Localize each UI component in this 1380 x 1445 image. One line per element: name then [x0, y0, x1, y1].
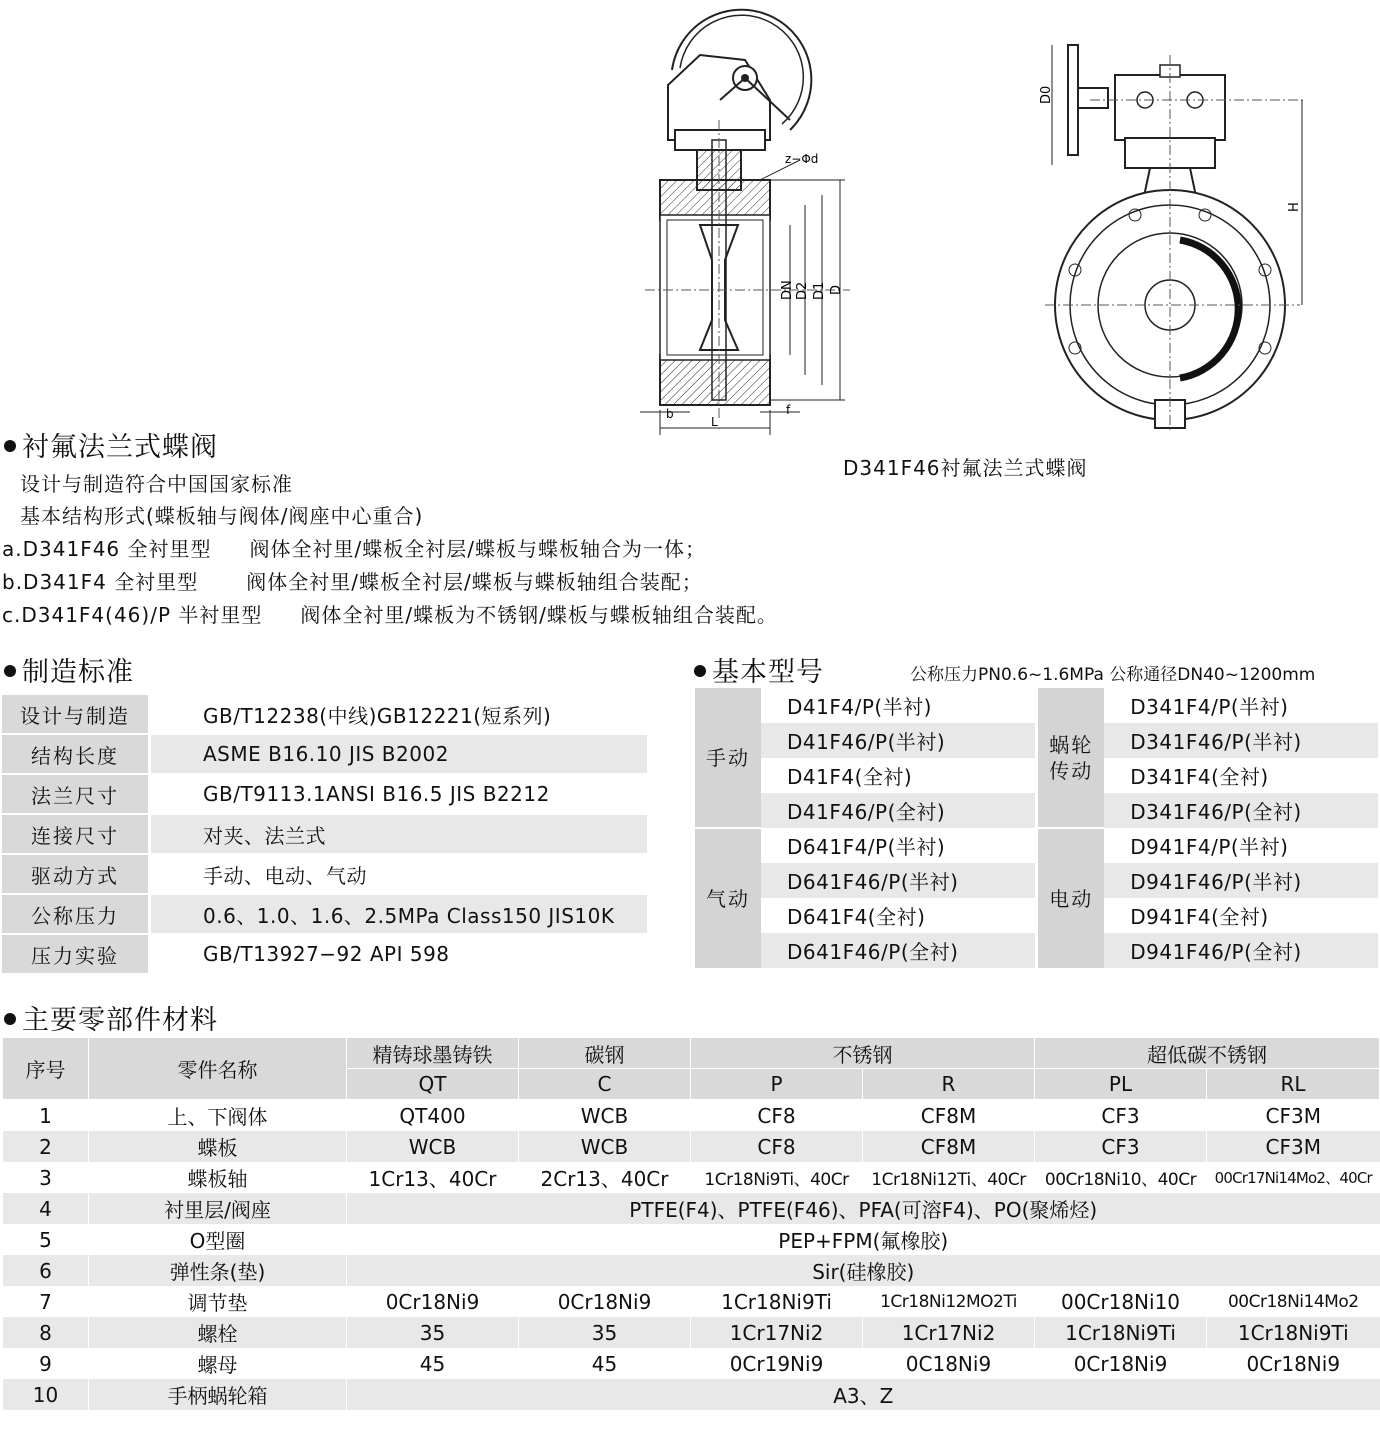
- header-code: C: [519, 1069, 691, 1100]
- model-cell: D41F4/P(半衬): [787, 695, 932, 719]
- material-cell: 0Cr18Ni9: [1207, 1348, 1380, 1379]
- model-cell: D941F4(全衬): [1130, 905, 1269, 929]
- material-cell: CF8: [691, 1100, 863, 1132]
- intro-title: 衬氟法兰式蝶阀: [4, 425, 218, 464]
- material-cell: 1Cr18Ni9Ti: [1207, 1317, 1380, 1348]
- material-cell: 1Cr18Ni9Ti: [1035, 1317, 1207, 1348]
- table-row: [695, 723, 1378, 758]
- type-line-a: a.D341F46 全衬里型 阀体全衬里/蝶板全衬层/蝶板与蝶板轴合为一体；: [2, 537, 706, 561]
- header-no: 序号: [3, 1038, 89, 1100]
- model-cell: D341F4/P(半衬): [1130, 695, 1289, 719]
- material-cell: 0Cr18Ni9: [347, 1286, 519, 1317]
- row-no: 10: [3, 1379, 89, 1410]
- models-table: [695, 688, 1378, 968]
- material-cell: WCB: [519, 1131, 691, 1162]
- standard-value: GB/T12238(中线)GB12221(短系列): [150, 695, 648, 734]
- standard-label: 连接尺寸: [2, 814, 150, 854]
- header-code: RL: [1207, 1069, 1380, 1100]
- table-row: [2, 734, 647, 774]
- material-cell: 45: [519, 1348, 691, 1379]
- table-row: [695, 933, 1378, 968]
- table-row: [695, 898, 1378, 933]
- valve-front-drawing: [1030, 20, 1350, 435]
- model-cell: D941F46/P(半衬): [1104, 863, 1378, 898]
- part-name: 蝶板轴: [89, 1162, 347, 1193]
- row-no: 6: [3, 1255, 89, 1286]
- standard-value: ASME B16.10 JIS B2002: [150, 734, 648, 774]
- table-row: [2, 854, 647, 894]
- material-cell: 0C18Ni9: [863, 1348, 1035, 1379]
- bullet-icon: [4, 440, 16, 452]
- material-cell: WCB: [347, 1131, 519, 1162]
- table-row: [2, 934, 647, 974]
- standard-value: 对夹、法兰式: [150, 814, 648, 854]
- model-cell: D941F4/P(半衬): [1130, 835, 1289, 859]
- row-no: 3: [3, 1162, 89, 1193]
- table-row: [3, 1348, 1380, 1379]
- header-group: 精铸球墨铸铁: [347, 1038, 519, 1069]
- drawing-caption: D341F46衬氟法兰式蝶阀: [843, 456, 1088, 480]
- materials-title: 主要零部件材料: [4, 998, 218, 1037]
- category-electric: 电动: [1037, 828, 1105, 968]
- header-code: P: [691, 1069, 863, 1100]
- material-cell: 00Cr18Ni10、40Cr: [1035, 1162, 1207, 1193]
- row-no: 2: [3, 1131, 89, 1162]
- material-cell: CF8M: [863, 1100, 1035, 1132]
- table-row: [3, 1162, 1380, 1193]
- header-code: R: [863, 1069, 1035, 1100]
- part-name: 上、下阀体: [89, 1100, 347, 1132]
- material-span-cell: PTFE(F4)、PTFE(F46)、PFA(可溶F4)、PO(聚烯烃): [347, 1193, 1380, 1224]
- part-name: 螺栓: [89, 1317, 347, 1348]
- table-row: [3, 1224, 1380, 1255]
- material-cell: 1Cr13、40Cr: [347, 1162, 519, 1193]
- material-span-cell: A3、Z: [347, 1379, 1380, 1410]
- table-row: [695, 828, 1378, 863]
- svg-text:f: f: [786, 403, 791, 417]
- standard-value: 0.6、1.0、1.6、2.5MPa Class150 JIS10K: [150, 894, 648, 934]
- model-cell: D641F4(全衬): [787, 905, 926, 929]
- material-cell: CF3: [1035, 1131, 1207, 1162]
- table-row: [695, 758, 1378, 793]
- svg-text:H: H: [1287, 202, 1302, 212]
- category-manual: 手动: [695, 688, 761, 828]
- material-cell: 1Cr17Ni2: [863, 1317, 1035, 1348]
- standard-label: 公称压力: [2, 894, 150, 934]
- material-cell: 1Cr18Ni9Ti、40Cr: [691, 1162, 863, 1193]
- svg-text:L: L: [711, 415, 718, 429]
- type-line-b: b.D341F4 全衬里型 阀体全衬里/蝶板全衬层/蝶板与蝶板轴组合装配；: [2, 570, 703, 594]
- standard-value: 手动、电动、气动: [150, 854, 648, 894]
- material-cell: 1Cr17Ni2: [691, 1317, 863, 1348]
- material-cell: CF8M: [863, 1131, 1035, 1162]
- material-cell: WCB: [519, 1100, 691, 1132]
- model-cell: D41F46/P(半衬): [761, 723, 1037, 758]
- material-cell: 1Cr18Ni9Ti: [691, 1286, 863, 1317]
- material-cell: 00Cr18Ni10: [1035, 1286, 1207, 1317]
- table-row: [3, 1379, 1380, 1410]
- material-cell: CF3: [1035, 1100, 1207, 1132]
- standard-value: GB/T13927−92 API 598: [150, 934, 648, 974]
- table-row: [3, 1286, 1380, 1317]
- header-code: PL: [1035, 1069, 1207, 1100]
- row-no: 9: [3, 1348, 89, 1379]
- header-code: QT: [347, 1069, 519, 1100]
- table-row: [2, 814, 647, 854]
- model-cell: D641F46/P(全衬): [761, 933, 1037, 968]
- header-name: 零件名称: [89, 1038, 347, 1100]
- part-name: 蝶板: [89, 1131, 347, 1162]
- material-cell: 2Cr13、40Cr: [519, 1162, 691, 1193]
- standard-label: 设计与制造: [2, 695, 150, 734]
- material-cell: 0Cr19Ni9: [691, 1348, 863, 1379]
- material-cell: CF8: [691, 1131, 863, 1162]
- bullet-icon: [694, 665, 706, 677]
- svg-text:DN: DN: [780, 280, 795, 300]
- type-line-c: c.D341F4(46)/P 半衬里型 阀体全衬里/蝶板为不锈钢/蝶板与蝶板轴组合装配。: [2, 603, 778, 627]
- model-cell: D341F46/P(全衬): [1104, 793, 1378, 828]
- model-cell: D941F46/P(全衬): [1104, 933, 1378, 968]
- row-no: 5: [3, 1224, 89, 1255]
- table-row: [3, 1100, 1380, 1132]
- svg-text:D1: D1: [812, 281, 827, 300]
- materials-table: [2, 1037, 1380, 1410]
- standard-label: 结构长度: [2, 734, 150, 774]
- material-cell: 45: [347, 1348, 519, 1379]
- standard-label: 驱动方式: [2, 854, 150, 894]
- bullet-icon: [4, 1013, 16, 1025]
- row-no: 7: [3, 1286, 89, 1317]
- table-row: [695, 793, 1378, 828]
- table-row: [3, 1131, 1380, 1162]
- model-cell: D641F46/P(半衬): [761, 863, 1037, 898]
- material-cell: CF3M: [1207, 1131, 1380, 1162]
- header-group: 不锈钢: [691, 1038, 1035, 1069]
- svg-text:D0: D0: [1039, 85, 1054, 104]
- part-name: 弹性条(垫): [89, 1255, 347, 1286]
- svg-text:D: D: [829, 284, 844, 295]
- material-cell: 00Cr18Ni14Mo2: [1207, 1286, 1380, 1317]
- table-row: [3, 1317, 1380, 1348]
- standard-value: GB/T9113.1ANSI B16.5 JIS B2212: [150, 774, 648, 814]
- models-subtitle: 公称压力PN0.6~1.6MPa 公称通径DN40~1200mm: [910, 665, 1316, 685]
- material-cell: 1Cr18Ni12Ti、40Cr: [863, 1162, 1035, 1193]
- table-row: [695, 688, 1378, 723]
- part-name: 调节垫: [89, 1286, 347, 1317]
- standard-label: 法兰尺寸: [2, 774, 150, 814]
- svg-text:b: b: [666, 407, 674, 421]
- svg-text:D2: D2: [795, 281, 810, 300]
- valve-section-drawing: [620, 0, 844, 445]
- intro-line: 设计与制造符合中国国家标准: [20, 472, 293, 496]
- model-cell: D341F46/P(半衬): [1104, 723, 1378, 758]
- part-name: 衬里层/阀座: [89, 1193, 347, 1224]
- row-no: 8: [3, 1317, 89, 1348]
- svg-text:z−Φd: z−Φd: [785, 152, 819, 166]
- models-title: 基本型号: [694, 650, 824, 689]
- material-cell: 0Cr18Ni9: [1035, 1348, 1207, 1379]
- material-cell: QT400: [347, 1100, 519, 1132]
- standard-label: 压力实验: [2, 934, 150, 974]
- material-span-cell: Sir(硅橡胶): [347, 1255, 1380, 1286]
- row-no: 1: [3, 1100, 89, 1132]
- part-name: 螺母: [89, 1348, 347, 1379]
- material-cell: 35: [347, 1317, 519, 1348]
- table-row: [2, 774, 647, 814]
- part-name: O型圈: [89, 1224, 347, 1255]
- material-cell: 1Cr18Ni12MO2Ti: [863, 1286, 1035, 1317]
- material-cell: 35: [519, 1317, 691, 1348]
- standards-table: [2, 695, 647, 975]
- table-row: [3, 1255, 1380, 1286]
- header-group: 超低碳不锈钢: [1035, 1038, 1380, 1069]
- material-cell: 00Cr17Ni14Mo2、40Cr: [1207, 1162, 1380, 1193]
- row-no: 4: [3, 1193, 89, 1224]
- handwheel: [1068, 45, 1078, 155]
- material-cell: CF3M: [1207, 1100, 1380, 1132]
- model-cell: D41F46/P(全衬): [761, 793, 1037, 828]
- header-group: 碳钢: [519, 1038, 691, 1069]
- table-row: [695, 863, 1378, 898]
- model-cell: D341F4(全衬): [1130, 765, 1269, 789]
- material-span-cell: PEP+FPM(氟橡胶): [347, 1224, 1380, 1255]
- model-cell: D641F4/P(半衬): [787, 835, 946, 859]
- material-cell: 0Cr18Ni9: [519, 1286, 691, 1317]
- lower-body: [660, 355, 770, 405]
- table-row: [3, 1193, 1380, 1224]
- intro-line: 基本结构形式(蝶板轴与阀体/阀座中心重合): [20, 504, 424, 528]
- standards-title: 制造标准: [4, 650, 134, 689]
- model-cell: D41F4(全衬): [787, 765, 913, 789]
- category-pneumatic: 气动: [695, 828, 761, 968]
- table-row: [2, 695, 647, 734]
- table-row: [2, 894, 647, 934]
- category-worm-gear: 蜗轮 传动: [1037, 688, 1105, 828]
- part-name: 手柄蜗轮箱: [89, 1379, 347, 1410]
- bullet-icon: [4, 665, 16, 677]
- upper-body: [660, 180, 770, 220]
